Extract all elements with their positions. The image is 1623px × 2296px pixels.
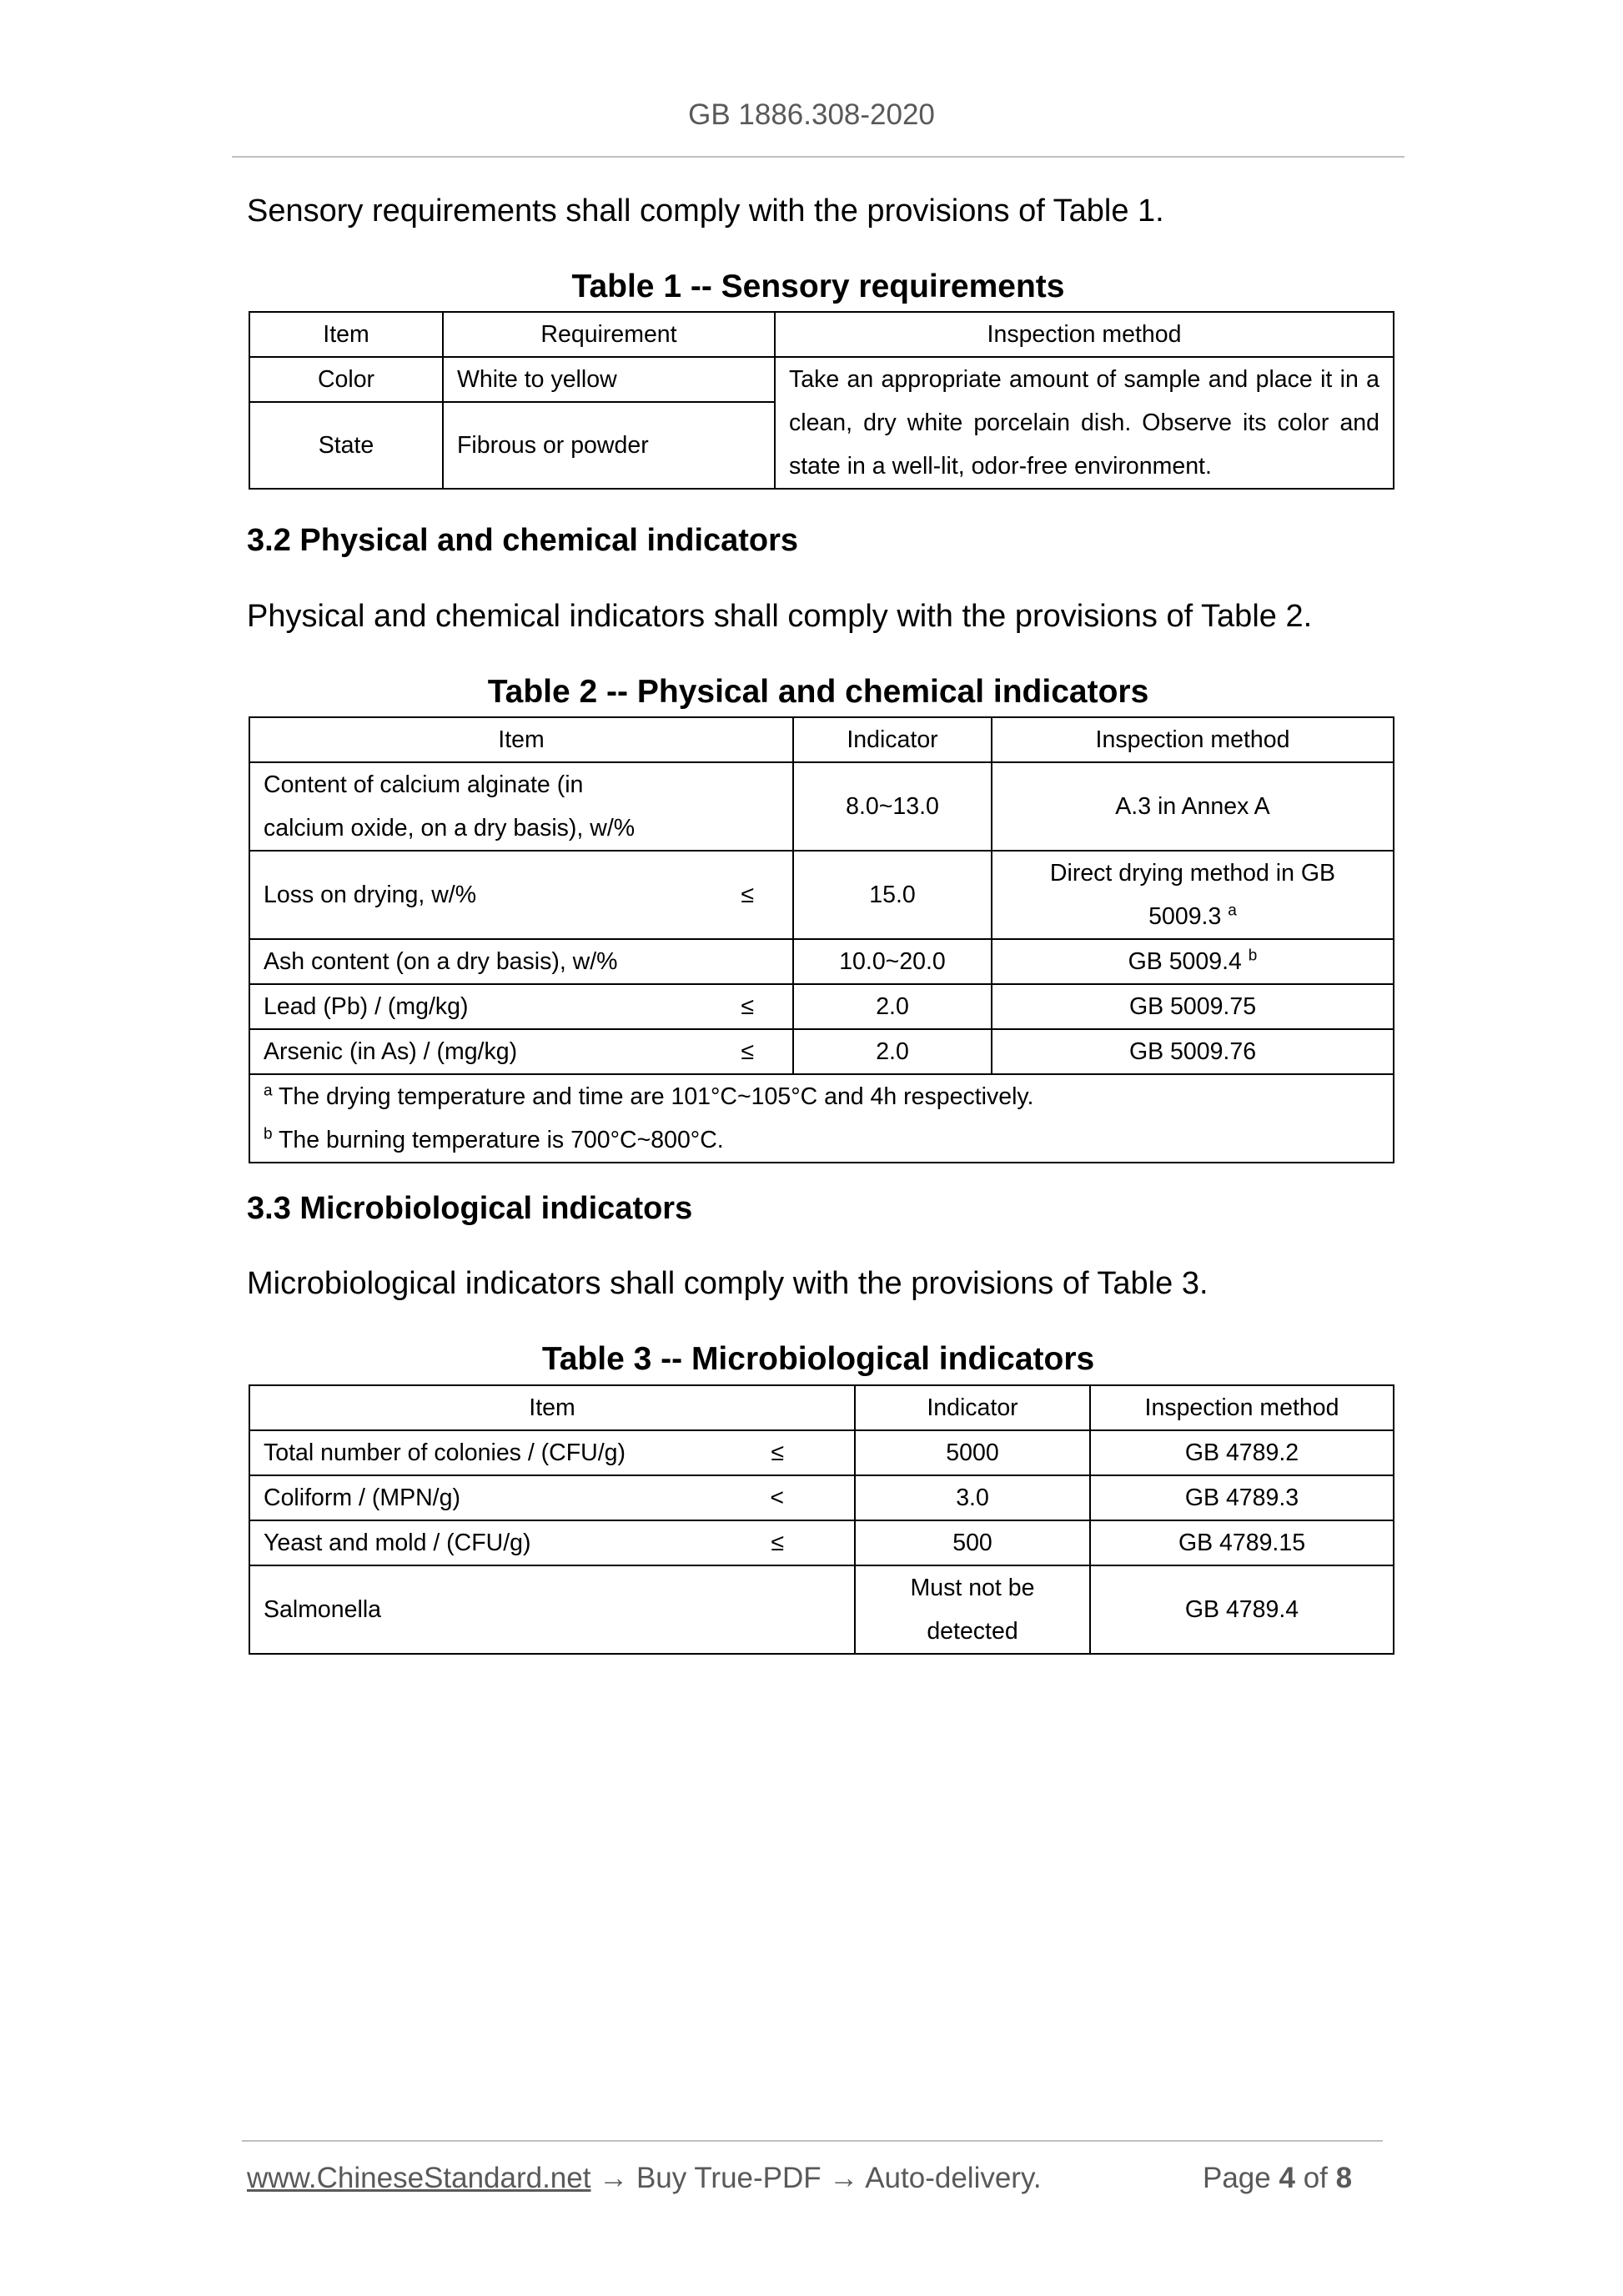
table-header-cell: Item <box>249 1385 855 1430</box>
table-row <box>249 984 1394 1029</box>
table-cell-item <box>249 1430 855 1475</box>
table-header-cell: Inspection method <box>992 717 1394 762</box>
page-current: 4 <box>1279 2162 1295 2194</box>
method-line: Direct drying method in GB <box>1049 860 1336 887</box>
table-row <box>249 1475 1394 1520</box>
table-cell-inspection-method: GB 4789.15 <box>1090 1520 1394 1565</box>
table-cell-inspection-method: GB 4789.4 <box>1090 1565 1394 1654</box>
table-header-cell: Inspection method <box>775 312 1394 357</box>
item-line: calcium oxide, on a dry basis), w/% <box>264 815 636 842</box>
buy-true-pdf-text: Buy True-PDF <box>636 2162 822 2194</box>
limit-symbol: ≤ <box>771 1439 784 1466</box>
table-header-row <box>249 1385 1394 1430</box>
table-header-cell: Item <box>249 717 793 762</box>
item-label: Arsenic (in As) / (mg/kg) <box>264 1038 518 1065</box>
table-cell-item <box>249 851 793 939</box>
table-note <box>264 1075 1379 1118</box>
note-text: The drying temperature and time are 101°C~105°C and 4h respectively. <box>278 1083 1034 1110</box>
limit-symbol: ≤ <box>741 882 754 908</box>
footnote-marker: b <box>264 1125 273 1143</box>
table-row <box>249 851 1394 939</box>
table-cell-inspection-method: GB 4789.3 <box>1090 1475 1394 1520</box>
table-cell-inspection-method <box>992 851 1394 939</box>
table-cell-item <box>249 1029 793 1074</box>
table1-caption: Table 1 -- Sensory requirements <box>571 269 1065 304</box>
limit-symbol: ≤ <box>771 1530 784 1556</box>
table-cell-inspection-method: Take an appropriate amount of sample and place it in a clean, dry white porcelain dish. Observe its color and state in a well-lit, odor-free environment. <box>775 357 1394 489</box>
table-row <box>249 939 1394 984</box>
table-header-cell: Inspection method <box>1090 1385 1394 1430</box>
table-cell-inspection-method: A.3 in Annex A <box>992 762 1394 851</box>
table-cell-item <box>249 984 793 1029</box>
table-cell-indicator: 2.0 <box>793 984 992 1029</box>
table-cell-indicator: 3.0 <box>855 1475 1090 1520</box>
table-cell-item <box>249 1520 855 1565</box>
table3-caption: Table 3 -- Microbiological indicators <box>541 1341 1095 1377</box>
table-cell-item <box>249 1475 855 1520</box>
footer-divider <box>242 2140 1383 2142</box>
page-total: 8 <box>1335 2162 1353 2194</box>
of-label: of <box>1303 2162 1328 2194</box>
table-cell-indicator: 15.0 <box>793 851 992 939</box>
table-cell-inspection-method: GB 4789.2 <box>1090 1430 1394 1475</box>
footnote-marker: b <box>1248 947 1258 965</box>
table-header-row <box>249 717 1394 762</box>
method-line: 5009.3 <box>1148 903 1222 930</box>
arrow-icon: → <box>829 2162 859 2194</box>
limit-symbol: < <box>770 1485 784 1511</box>
website-link[interactable]: www.ChineseStandard.net <box>247 2162 591 2194</box>
table-header-cell: Requirement <box>443 312 775 357</box>
intro-paragraph: Sensory requirements shall comply with the provisions of Table 1. <box>247 193 1164 229</box>
table-notes-row <box>249 1074 1394 1163</box>
table-cell-inspection-method: GB 5009.76 <box>992 1029 1394 1074</box>
table-notes <box>249 1074 1394 1163</box>
item-label: Total number of colonies / (CFU/g) <box>264 1439 626 1466</box>
table2-caption: Table 2 -- Physical and chemical indicators <box>487 674 1149 710</box>
table-cell-indicator: 8.0~13.0 <box>793 762 992 851</box>
section-3-3-heading: 3.3 Microbiological indicators <box>247 1191 693 1226</box>
arrow-icon: → <box>599 2162 629 2194</box>
document-code-header: GB 1886.308-2020 <box>688 98 935 131</box>
method-text: GB 5009.4 <box>1128 948 1242 975</box>
table-cell-item: State <box>249 402 443 489</box>
item-label: Yeast and mold / (CFU/g) <box>264 1530 531 1556</box>
table-row <box>249 1430 1394 1475</box>
header-divider <box>232 156 1404 158</box>
item-label: Lead (Pb) / (mg/kg) <box>264 993 469 1020</box>
table-cell-indicator <box>855 1565 1090 1654</box>
table-cell-item: Ash content (on a dry basis), w/% <box>249 939 793 984</box>
table3-microbiological-indicators <box>249 1384 1394 1655</box>
table-header-cell: Indicator <box>855 1385 1090 1430</box>
table-cell-indicator: 500 <box>855 1520 1090 1565</box>
table2-physical-chemical-indicators <box>249 716 1394 1163</box>
section-3-2-heading: 3.2 Physical and chemical indicators <box>247 523 799 558</box>
item-label: Loss on drying, w/% <box>264 882 477 908</box>
table-cell-inspection-method: GB 5009.75 <box>992 984 1394 1029</box>
footnote-marker: a <box>1228 902 1237 920</box>
note-text: The burning temperature is 700°C~800°C. <box>278 1127 724 1153</box>
item-label: Coliform / (MPN/g) <box>264 1485 460 1511</box>
table-header-row <box>249 312 1394 357</box>
table-cell-item: Salmonella <box>249 1565 855 1654</box>
table-row <box>249 762 1394 851</box>
table-row <box>249 1565 1394 1654</box>
table-header-cell: Indicator <box>793 717 992 762</box>
table-cell-requirement: Fibrous or powder <box>443 402 775 489</box>
limit-symbol: ≤ <box>741 1038 754 1065</box>
footnote-marker: a <box>264 1082 273 1100</box>
footer-promo <box>247 2162 1042 2195</box>
table-cell-requirement: White to yellow <box>443 357 775 402</box>
table-header-cell: Item <box>249 312 443 357</box>
table1-sensory-requirements <box>249 311 1394 490</box>
table-cell-indicator: 10.0~20.0 <box>793 939 992 984</box>
auto-delivery-text: Auto-delivery. <box>865 2162 1042 2194</box>
table-cell-item: Color <box>249 357 443 402</box>
table-row <box>249 1520 1394 1565</box>
item-line: Content of calcium alginate (in <box>264 771 584 798</box>
table-cell-item <box>249 762 793 851</box>
table-row <box>249 357 1394 402</box>
table-cell-indicator: 2.0 <box>793 1029 992 1074</box>
limit-symbol: ≤ <box>741 993 754 1020</box>
page-indicator <box>1203 2162 1352 2195</box>
table-note <box>264 1118 1379 1162</box>
section-3-3-paragraph: Microbiological indicators shall comply with the provisions of Table 3. <box>247 1266 1208 1301</box>
indicator-line: Must not be <box>910 1575 1035 1601</box>
section-3-2-paragraph: Physical and chemical indicators shall comply with the provisions of Table 2. <box>247 599 1313 634</box>
table-row <box>249 1029 1394 1074</box>
page-label: Page <box>1203 2162 1271 2194</box>
table-cell-indicator: 5000 <box>855 1430 1090 1475</box>
indicator-line: detected <box>927 1618 1018 1645</box>
table-cell-inspection-method <box>992 939 1394 984</box>
